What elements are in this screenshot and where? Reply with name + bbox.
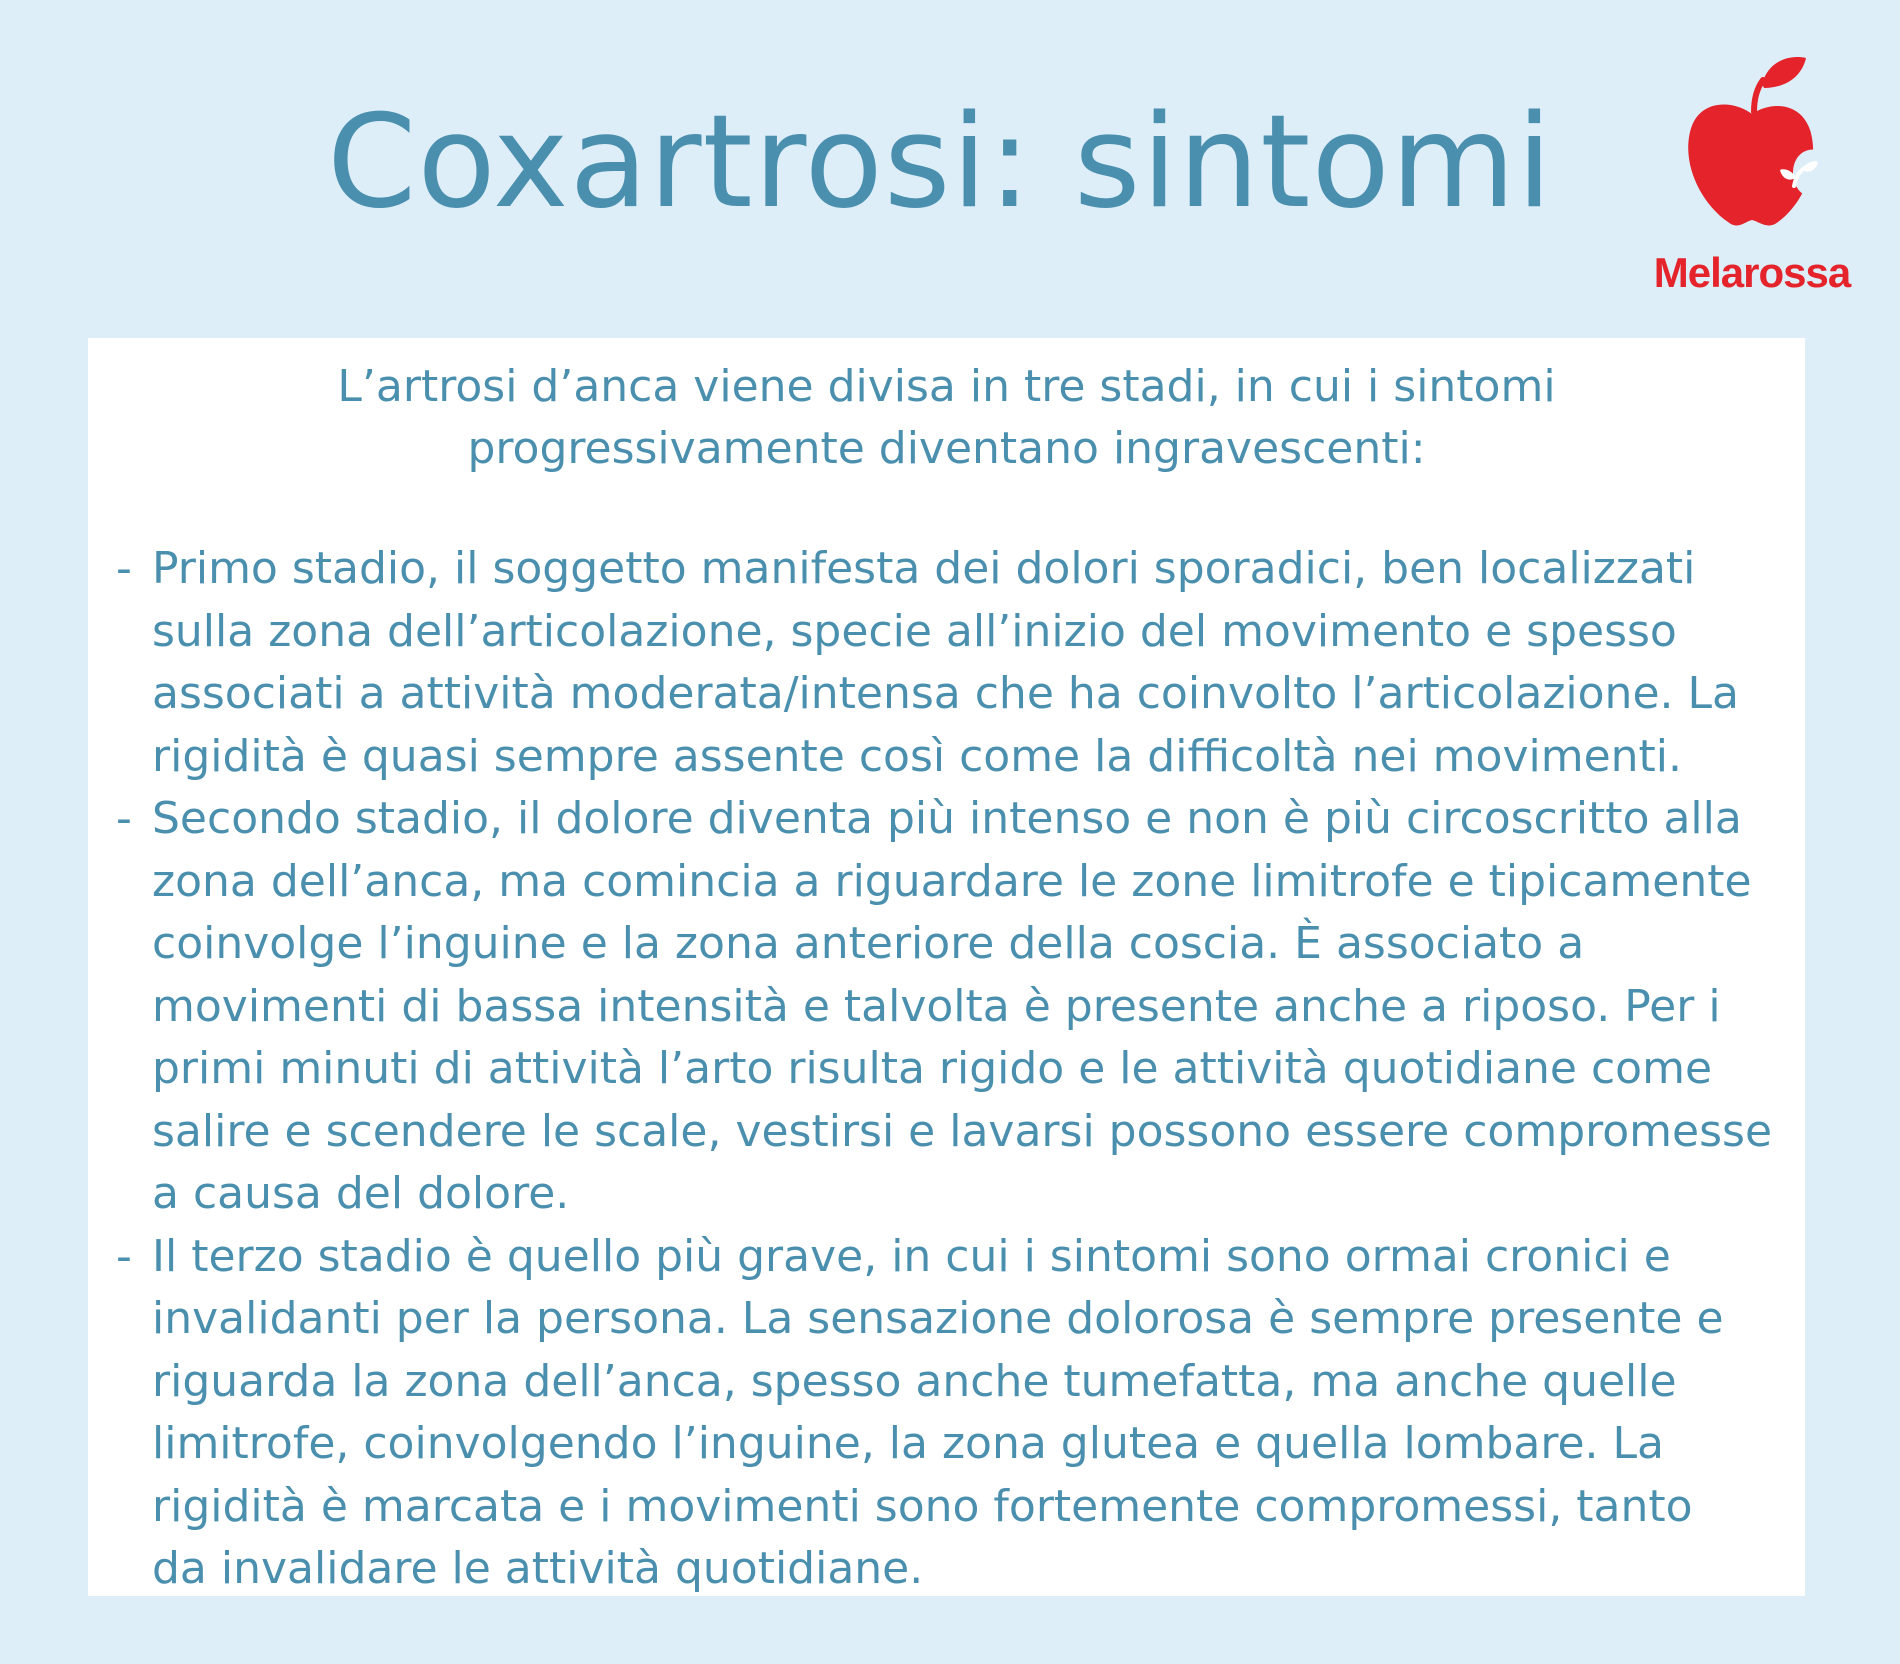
item-line: Il terzo stadio è quello più grave, in cui i sintomi sono ormai cronici e <box>152 1230 1671 1282</box>
list-item <box>116 1226 1792 1601</box>
item-line: a causa del dolore. <box>152 1168 570 1219</box>
item-line: da invalidare le attività quotidiane. <box>152 1543 924 1594</box>
content-panel <box>88 338 1805 1596</box>
item-line: rigidità è marcata e i movimenti sono fortemente compromessi, tanto <box>152 1480 1693 1532</box>
apple-icon <box>1684 54 1820 234</box>
item-line: associati a attività moderata/intensa che ha coinvolto l’articolazione. La <box>152 668 1739 719</box>
item-line: riguarda la zona dell’anca, spesso anche tumefatta, ma anche quelle <box>152 1355 1677 1407</box>
brand-name: Melarossa <box>1653 249 1851 296</box>
item-line: limitrofe, coinvolgendo l’inguine, la zona glutea e quella lombare. La <box>152 1418 1665 1469</box>
page-title: Coxartrosi: sintomi <box>326 88 1554 237</box>
item-line: Primo stadio, il soggetto manifesta dei dolori sporadici, ben localizzati <box>152 543 1696 594</box>
item-line: coinvolge l’inguine e la zona anteriore della coscia. È associato a <box>152 918 1585 969</box>
item-line: rigidità è quasi sempre assente così come la difficoltà nei movimenti. <box>152 730 1683 782</box>
bullet-dash: - <box>116 1230 132 1282</box>
item-line: invalidanti per la persona. La sensazione dolorosa è sempre presente e <box>152 1293 1724 1344</box>
item-line: Secondo stadio, il dolore diventa più intenso e non è più circoscritto alla <box>152 793 1742 844</box>
bullet-dash: - <box>116 543 132 594</box>
bullet-dash: - <box>116 793 132 844</box>
list-item <box>116 538 1792 788</box>
intro-line: L’artrosi d’anca viene divisa in tre stadi, in cui i sintomi <box>337 361 1556 412</box>
intro-paragraph <box>88 356 1805 480</box>
brand-logo <box>1652 54 1852 294</box>
item-line: movimenti di bassa intensità e talvolta è presente anche a riposo. Per i <box>152 980 1721 1032</box>
item-line: sulla zona dell’articolazione, specie all’inizio del movimento e spesso <box>152 605 1677 657</box>
stages-list <box>88 538 1792 1601</box>
item-line: salire e scendere le scale, vestirsi e lavarsi possono essere compromesse <box>152 1105 1773 1157</box>
intro-line: progressivamente diventano ingravescenti: <box>467 423 1426 474</box>
item-line: primi minuti di attività l’arto risulta rigido e le attività quotidiane come <box>152 1043 1713 1094</box>
item-line: zona dell’anca, ma comincia a riguardare le zone limitrofe e tipicamente <box>152 855 1752 907</box>
list-item <box>116 788 1792 1226</box>
